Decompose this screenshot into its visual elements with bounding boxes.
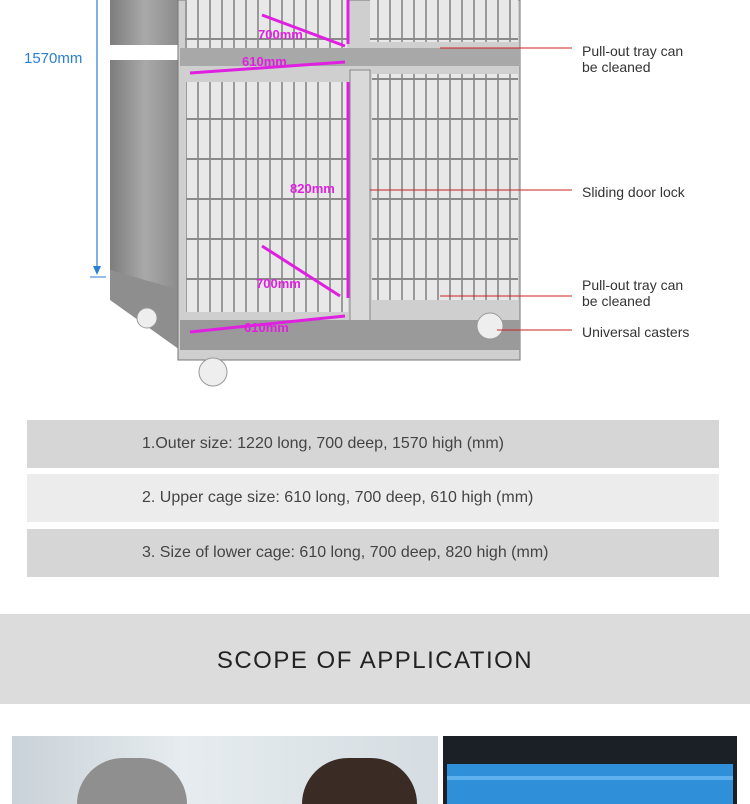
spec-outer-size: 1.Outer size: 1220 long, 700 deep, 1570 high (mm) — [27, 420, 719, 468]
crate-rim — [447, 776, 733, 780]
callout-casters — [582, 324, 689, 340]
callout-text: Pull-out tray can — [582, 43, 684, 59]
callout-text: be cleaned — [582, 293, 651, 309]
callout-text: be cleaned — [582, 59, 651, 75]
caster-icon — [199, 358, 227, 386]
upper-width-label: 610mm — [242, 54, 287, 69]
blue-crate — [447, 764, 733, 804]
callout-text: Universal casters — [582, 324, 690, 340]
callout-upper-tray — [582, 43, 683, 75]
callout-text: Sliding door lock — [582, 184, 685, 200]
lower-height-label: 820mm — [290, 181, 335, 196]
spec-lower-cage: 3. Size of lower cage: 610 long, 700 deep, 820 high (mm) — [27, 529, 719, 577]
lower-depth-label: 700mm — [256, 276, 301, 291]
application-photo-cages — [443, 736, 737, 804]
callout-door-lock — [582, 184, 685, 200]
section-title: SCOPE OF APPLICATION — [0, 614, 750, 704]
callout-lower-tray — [582, 277, 683, 309]
person-head — [77, 758, 187, 804]
height-dimension-label: 1570mm — [24, 50, 83, 67]
application-photo-people — [12, 736, 438, 804]
person-head — [302, 758, 417, 804]
upper-depth-label: 700mm — [258, 27, 303, 42]
lower-width-label: 610mm — [244, 320, 289, 335]
callout-text: Pull-out tray can — [582, 277, 684, 293]
spec-upper-cage: 2. Upper cage size: 610 long, 700 deep, 610 high (mm) — [27, 474, 719, 522]
